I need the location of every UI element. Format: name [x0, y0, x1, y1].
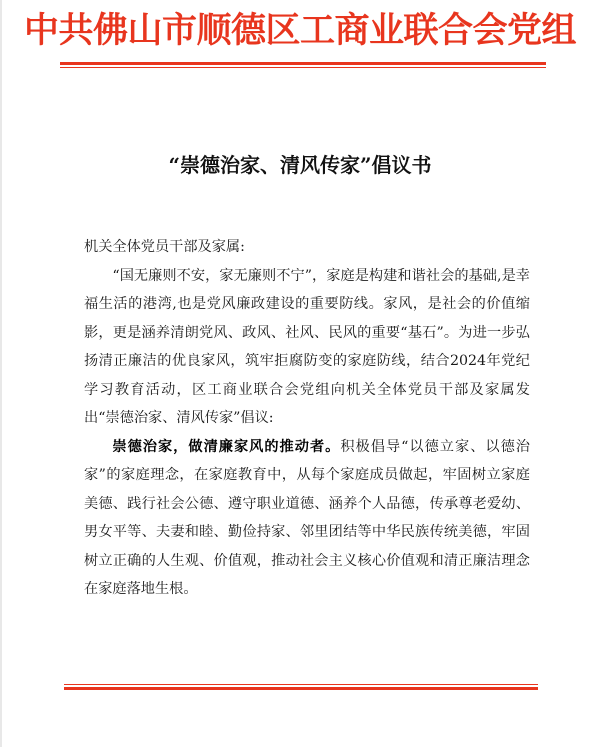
paragraph-proposal-1 — [84, 433, 530, 604]
paragraph-proposal-1-text: 积极倡导“以德立家、以德治家”的家庭理念，在家庭教育中，从每个家庭成员做起，牢固树立家庭美德、践行社会公德、遵守职业道德、涵养个人品德，传承尊老爱幼、男女平等、夫妻和睦、勤俭持家、邻里团结等中华民族传统美德，牢固树立正确的人生观、价值观，推动社会主义核心价值观和清正廉洁理念在家庭落地生根。 — [84, 438, 530, 597]
letterhead-rule-thin — [60, 67, 546, 68]
footer-rule-thin — [64, 684, 538, 685]
document-body — [84, 233, 530, 604]
paragraph-intro: “国无廉则不安，家无廉则不宁”，家庭是构建和谐社会的基础,是幸福生活的港湾,也是党风廉政建设的重要防线。家风，是社会的价值缩影，更是涵养清朗党风、政风、社风、民风的重要“基石”。为进一步弘扬清正廉洁的优良家风，筑牢拒腐防变的家庭防线，结合2024年党纪学习教育活动，区工商业联合会党组向机关全体党员干部及家属发出“崇德治家、清风传家”倡议: — [84, 267, 530, 426]
document-title: “崇德治家、清风传家”倡议书 — [168, 153, 432, 177]
letterhead-title: 中共佛山市顺德区工商业联合会党组 — [23, 11, 576, 51]
letterhead-rule-thick — [60, 62, 546, 65]
paragraph-proposal-1-heading: 崇德治家，做清廉家风的推动者。 — [112, 438, 341, 455]
page-edge — [0, 0, 2, 747]
footer-rule-thick — [64, 687, 538, 690]
salutation: 机关全体党员干部及家属: — [84, 239, 245, 255]
